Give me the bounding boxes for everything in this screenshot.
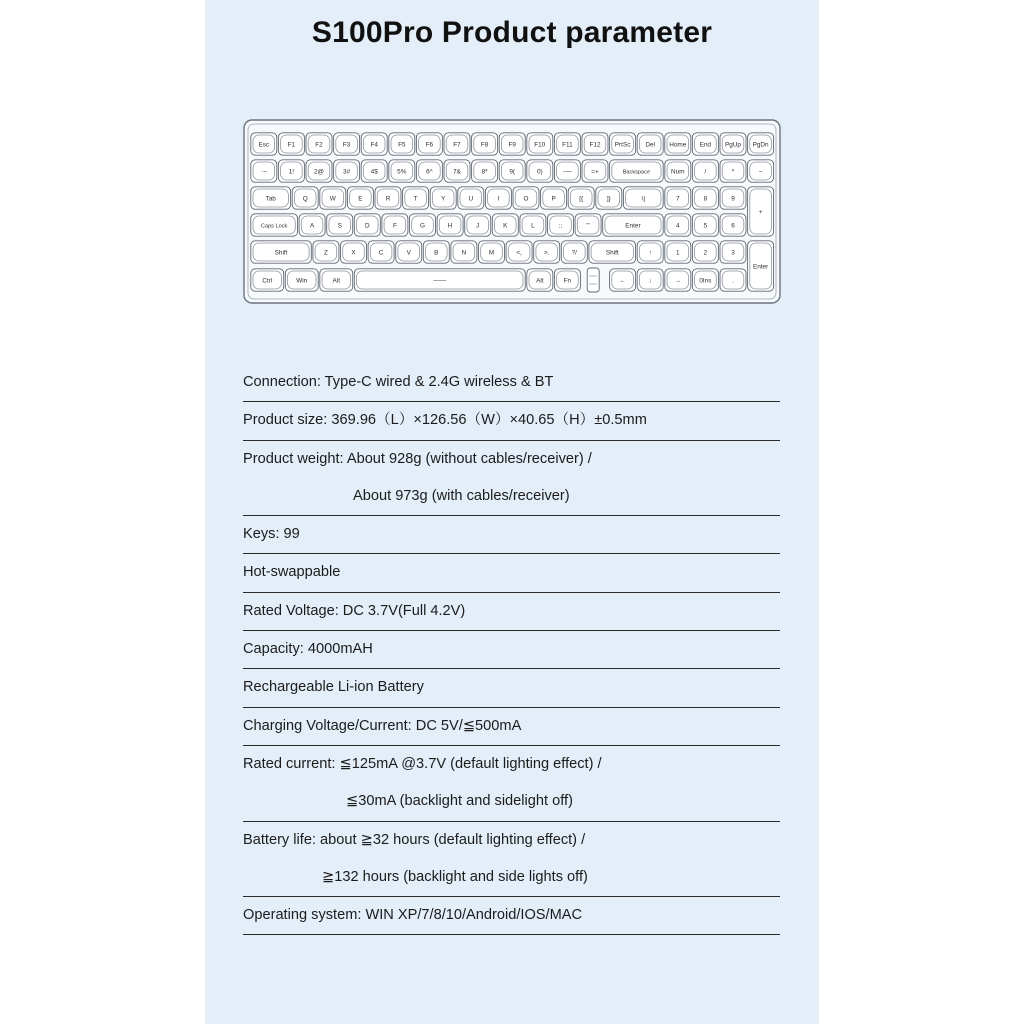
key-label: G <box>420 222 425 230</box>
keyboard-key <box>561 241 587 263</box>
keyboard-key <box>513 187 539 209</box>
key-label: Del <box>645 141 655 149</box>
spec-row <box>243 669 780 707</box>
keyboard-key <box>520 214 546 236</box>
keyboard-key <box>292 187 318 209</box>
key-label: Win <box>296 277 308 285</box>
key-label: Y <box>441 195 446 203</box>
keyboard-key <box>541 187 567 209</box>
spec-text: Capacity: 4000mAH <box>243 641 373 658</box>
key-label: O <box>523 195 529 203</box>
keyboard-key <box>554 160 580 182</box>
key-label: -— <box>563 168 572 176</box>
key-label: 6 <box>731 222 735 230</box>
key-label: 5% <box>397 168 407 176</box>
key-label: 7 <box>676 195 680 203</box>
keyboard-key <box>354 269 525 291</box>
key-label: [{ <box>579 195 584 203</box>
keyboard-key <box>251 187 291 209</box>
key-label: R <box>385 195 391 203</box>
keyboard-key <box>665 214 691 236</box>
keyboard-key <box>278 160 304 182</box>
key-label: Home <box>669 141 687 149</box>
key-label: W <box>329 195 336 203</box>
key-label: 3# <box>343 168 351 176</box>
key-label: F4 <box>370 141 378 149</box>
spec-text: Keys: 99 <box>243 526 300 543</box>
keyboard-key <box>382 214 408 236</box>
spec-row <box>243 441 780 517</box>
keyboard-key <box>341 241 367 263</box>
keyboard-key <box>596 187 622 209</box>
keyboard-key <box>610 269 636 291</box>
key-label: F1 <box>287 141 296 149</box>
key-label: —— <box>433 277 447 285</box>
keyboard-key <box>665 187 691 209</box>
key-label: 9 <box>731 195 735 203</box>
key-label: 3 <box>731 249 735 257</box>
spec-row <box>243 364 780 402</box>
keyboard-key <box>347 187 373 209</box>
spec-row <box>243 822 780 898</box>
keyboard-key <box>306 133 332 155</box>
keyboard-key <box>251 269 284 291</box>
keyboard-key <box>748 241 774 291</box>
keyboard-key <box>416 160 442 182</box>
spec-text: Rated Voltage: DC 3.7V(Full 4.2V) <box>243 602 466 619</box>
keyboard-key <box>554 133 580 155</box>
keyboard-key <box>665 160 691 182</box>
key-label: Tab <box>265 195 276 203</box>
keyboard-key <box>637 269 663 291</box>
keyboard-key <box>582 133 608 155</box>
keyboard-key <box>527 269 553 291</box>
keyboard-key <box>396 241 422 263</box>
key-label: F7 <box>453 141 461 149</box>
key-label: . <box>732 277 734 285</box>
spec-text: Connection: Type-C wired & 2.4G wireless & BT <box>243 374 554 390</box>
keyboard-key <box>451 241 477 263</box>
key-label: F9 <box>508 141 516 149</box>
keyboard-key <box>444 160 470 182</box>
keyboard-key <box>575 214 601 236</box>
keyboard-key <box>720 187 746 209</box>
keyboard-key <box>527 160 553 182</box>
spec-row <box>243 402 780 440</box>
indicator-key <box>587 268 599 292</box>
key-label: 7& <box>453 168 461 176</box>
key-label: U <box>468 195 474 203</box>
key-label: 0) <box>536 168 543 176</box>
key-label: Alt <box>332 277 340 285</box>
key-label: M <box>488 249 495 257</box>
key-label: Enter <box>625 222 641 230</box>
key-label: Q <box>302 195 308 203</box>
keyboard-key <box>423 241 449 263</box>
spec-text: Product weight: About 928g (without cables/receiver) / <box>243 450 592 467</box>
keyboard-key <box>327 214 353 236</box>
key-label: + <box>758 208 763 216</box>
key-label: B <box>434 249 439 257</box>
key-label: F3 <box>342 141 351 149</box>
keyboard-key <box>492 214 518 236</box>
key-label: * <box>731 168 735 176</box>
key-label: "' <box>586 222 590 230</box>
spec-text: Rated current: ≦125mA @3.7V (default lighting effect) / <box>243 755 602 772</box>
key-label: Num <box>671 168 685 176</box>
key-label: J <box>476 222 480 230</box>
keyboard-key <box>589 241 636 263</box>
keyboard-key <box>720 241 746 263</box>
keyboard-key <box>499 160 525 182</box>
keyboard-key <box>623 187 663 209</box>
key-label: ·~ <box>260 168 267 176</box>
key-label: F6 <box>425 141 434 149</box>
keyboard-key <box>610 133 636 155</box>
key-label: S <box>337 222 342 230</box>
keyboard-key <box>692 241 718 263</box>
spec-text: Rechargeable Li-ion Battery <box>243 679 424 696</box>
keyboard-key <box>748 187 774 236</box>
keyboard-key <box>444 133 470 155</box>
key-label: ]} <box>606 195 611 203</box>
keyboard-key <box>375 187 401 209</box>
keyboard-key <box>416 133 442 155</box>
keyboard-key <box>637 133 663 155</box>
keyboard-key <box>720 214 746 236</box>
keyboard-key <box>665 269 691 291</box>
keyboard-key <box>251 160 277 182</box>
keyboard-key <box>603 214 664 236</box>
spec-row <box>243 746 780 822</box>
key-label: 0Ins <box>699 277 712 285</box>
key-label: X <box>351 249 356 257</box>
key-label: I <box>497 195 500 203</box>
keyboard-key <box>472 133 498 155</box>
key-label: =+ <box>591 168 599 176</box>
key-label: 2@ <box>313 168 325 176</box>
key-label: C <box>378 249 384 257</box>
keyboard-key <box>251 214 298 236</box>
key-label: End <box>699 141 712 149</box>
key-label: Ctrl <box>262 277 273 285</box>
keyboard-key <box>251 133 277 155</box>
key-label: 4$ <box>370 168 378 176</box>
spec-text: Hot-swappable <box>243 564 341 581</box>
keyboard-key <box>403 187 429 209</box>
key-label: Alt <box>536 277 544 285</box>
keyboard-key <box>499 133 525 155</box>
keyboard-key <box>299 214 325 236</box>
keyboard-key <box>527 133 553 155</box>
key-label: ↑ <box>648 249 652 257</box>
key-label: PgUp <box>725 141 741 149</box>
key-label: D <box>364 222 370 230</box>
keyboard-key <box>485 187 511 209</box>
key-label: <, <box>516 249 522 257</box>
key-label: ← <box>619 277 626 285</box>
key-label: V <box>406 249 411 257</box>
keyboard-key <box>720 160 746 182</box>
keyboard-key <box>692 187 718 209</box>
keyboard-key <box>389 133 415 155</box>
spec-row <box>243 554 780 592</box>
key-label: Shift <box>605 249 619 257</box>
spec-row <box>243 516 780 554</box>
keyboard-key <box>748 133 774 155</box>
spec-text: ≦30mA (backlight and sidelight off) <box>346 793 573 810</box>
key-label: 8* <box>481 168 488 176</box>
key-label: 9( <box>509 168 516 176</box>
keyboard-key <box>430 187 456 209</box>
keyboard-key <box>389 160 415 182</box>
keyboard-key <box>554 269 580 291</box>
key-label: F10 <box>534 141 546 149</box>
keyboard-key <box>361 160 387 182</box>
key-label: 6^ <box>426 168 433 176</box>
keyboard-key <box>458 187 484 209</box>
keyboard-key <box>285 269 318 291</box>
key-label: H <box>447 222 453 230</box>
key-label: L <box>531 222 535 230</box>
keyboard-key <box>361 133 387 155</box>
key-label: Shift <box>274 249 288 257</box>
spec-text: Product size: 369.96（L）×126.56（W）×40.65（H）±0.5mm <box>243 412 647 429</box>
key-label: Caps Lock <box>260 223 288 230</box>
keyboard-key <box>665 133 691 155</box>
keyboard-key <box>334 160 360 182</box>
key-label: F12 <box>589 141 601 149</box>
key-label: ↓ <box>648 277 652 285</box>
key-label: P <box>551 195 556 203</box>
key-label: 1! <box>288 168 295 176</box>
key-label: F11 <box>562 141 573 149</box>
keyboard-key <box>692 160 718 182</box>
keyboard-key <box>306 160 332 182</box>
keyboard-key <box>692 269 718 291</box>
key-label: A <box>309 222 315 230</box>
keyboard-key <box>320 269 353 291</box>
key-label: 1 <box>676 249 680 257</box>
key-label: 8 <box>703 195 708 203</box>
spec-text: ≧132 hours (backlight and side lights off) <box>322 868 588 885</box>
spec-text: Battery life: about ≧32 hours (default lighting effect) / <box>243 831 586 848</box>
spec-list <box>243 364 780 935</box>
key-label: E <box>358 195 363 203</box>
key-label: − <box>758 168 763 176</box>
keyboard-key <box>479 241 505 263</box>
keyboard-key <box>334 133 360 155</box>
keyboard-key <box>748 160 774 182</box>
key-label: Z <box>323 249 328 257</box>
spec-row <box>243 631 780 669</box>
keyboard-key <box>465 214 491 236</box>
key-label: 4 <box>676 222 680 230</box>
key-label: PgDn <box>752 141 769 149</box>
key-label: Esc <box>258 141 270 149</box>
keyboard-key <box>610 160 664 182</box>
key-label: Enter <box>752 263 769 271</box>
keyboard-key <box>410 214 436 236</box>
keyboard-key <box>692 133 718 155</box>
key-label: F <box>392 222 397 230</box>
keyboard-key <box>472 160 498 182</box>
keyboard-illustration <box>243 119 781 304</box>
spec-text: Operating system: WIN XP/7/8/10/Android/IOS/MAC <box>243 907 583 924</box>
keyboard-key <box>506 241 532 263</box>
keyboard-key <box>354 214 380 236</box>
key-label: N <box>461 249 467 257</box>
key-label: PrtSc <box>614 141 631 149</box>
key-label: F2 <box>315 141 323 149</box>
keyboard-key <box>637 241 663 263</box>
spec-text: Charging Voltage/Current: DC 5V/≦500mA <box>243 717 522 734</box>
key-label: K <box>503 222 508 230</box>
keyboard-key <box>278 133 304 155</box>
key-label: Backspace <box>622 169 651 176</box>
keyboard-key <box>692 214 718 236</box>
keyboard-key <box>368 241 394 263</box>
keyboard-key <box>251 241 311 263</box>
keyboard-key <box>568 187 594 209</box>
keyboard-key <box>534 241 560 263</box>
spec-row <box>243 708 780 746</box>
keyboard-key <box>665 241 691 263</box>
key-label: / <box>704 168 707 176</box>
key-label: 5 <box>703 222 708 230</box>
keyboard-key <box>437 214 463 236</box>
key-label: F8 <box>480 141 489 149</box>
keyboard-key <box>313 241 339 263</box>
key-label: 2 <box>703 249 708 257</box>
key-label: Fn <box>563 277 572 285</box>
key-label: T <box>413 195 418 203</box>
spec-row <box>243 897 780 935</box>
key-label: → <box>674 277 681 285</box>
spec-text: About 973g (with cables/receiver) <box>353 487 570 504</box>
key-label: F5 <box>398 141 406 149</box>
key-label: :; <box>558 222 563 230</box>
keyboard-key <box>720 269 746 291</box>
page-title: S100Pro Product parameter <box>311 16 713 49</box>
spec-row <box>243 593 780 631</box>
key-label: >. <box>543 249 550 257</box>
keyboard-key <box>582 160 608 182</box>
keyboard-key <box>548 214 574 236</box>
keyboard-key <box>320 187 346 209</box>
key-label: ?/ <box>571 249 577 257</box>
keyboard-key <box>720 133 746 155</box>
key-label: \| <box>641 195 646 203</box>
